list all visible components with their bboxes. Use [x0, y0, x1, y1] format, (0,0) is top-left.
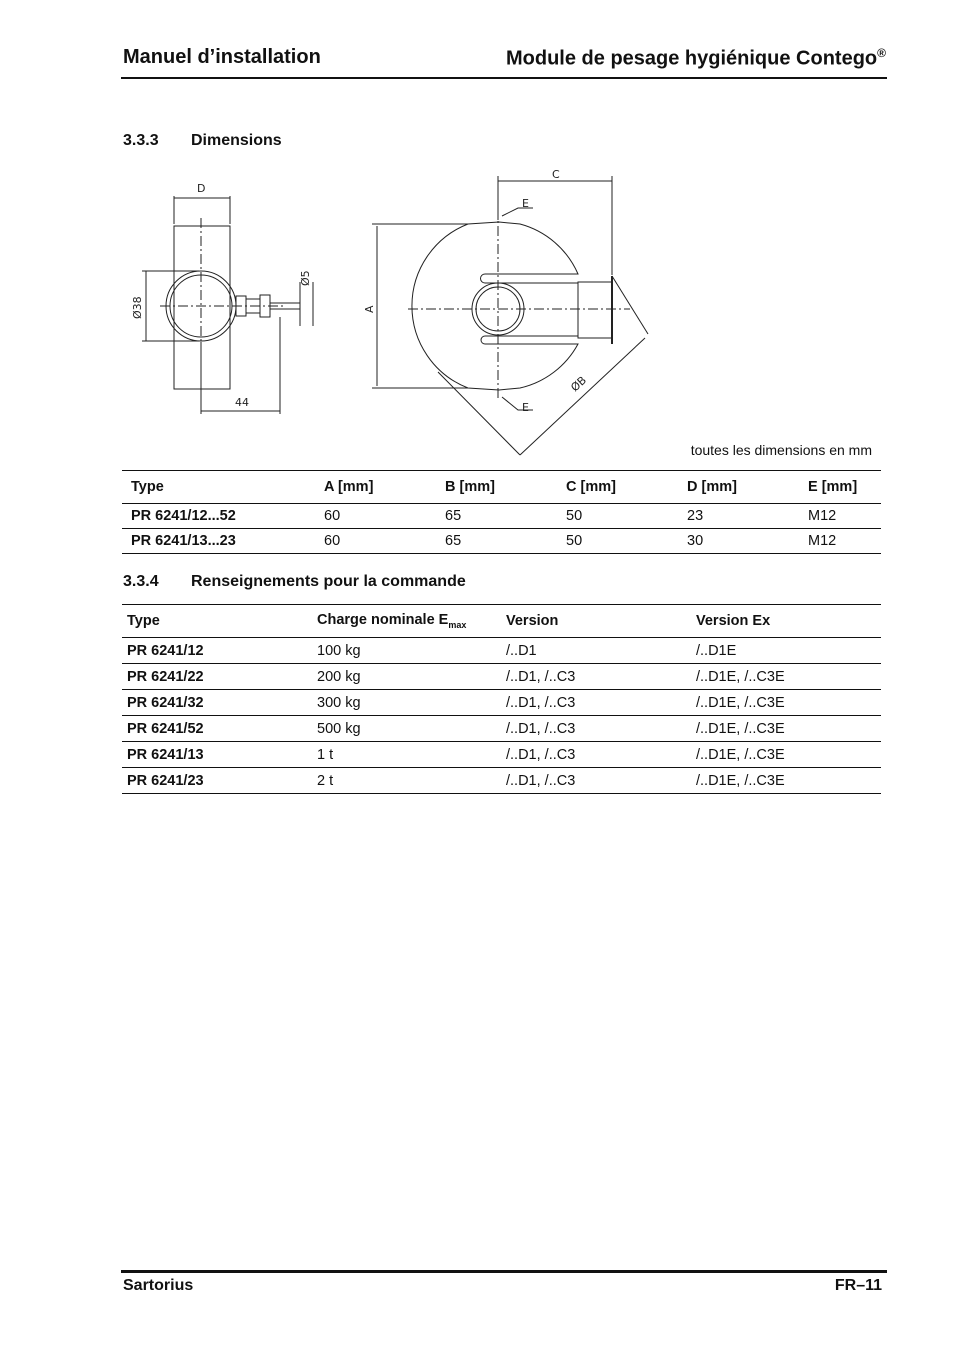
table-cell: 500 kg: [317, 720, 361, 737]
label-e-bottom: E: [522, 401, 529, 414]
table-cell: 2 t: [317, 772, 334, 789]
header-title-left: Manuel d’installation: [123, 46, 321, 68]
table-row: [122, 768, 881, 794]
footer-rule: [121, 1270, 887, 1273]
table-cell: /..D1E, /..C3E: [696, 720, 785, 737]
table-cell: PR 6241/13...23: [131, 533, 236, 549]
registered-mark: ®: [877, 46, 886, 60]
table-cell: /..D1, /..C3: [506, 746, 576, 763]
table-cell: 60: [324, 533, 341, 549]
table-cell: 30: [687, 533, 704, 549]
table-cell: 23: [687, 508, 704, 524]
label-d: D: [197, 182, 206, 195]
header-cell: Version Ex: [696, 613, 771, 629]
label-e-top: E: [522, 197, 529, 210]
order-table: [122, 604, 881, 794]
table-row: [122, 529, 881, 554]
table-cell: 60: [324, 508, 341, 524]
header-cell: Type: [131, 479, 164, 495]
table-cell: M12: [808, 533, 837, 549]
header-cell: C [mm]: [566, 479, 616, 495]
header-cell: A [mm]: [324, 479, 374, 495]
table-cell: /..D1, /..C3: [506, 668, 576, 685]
label-44: 44: [235, 396, 249, 409]
table-cell: 100 kg: [317, 642, 361, 659]
table-cell: PR 6241/52: [127, 720, 204, 737]
label-dia38: Ø38: [131, 296, 144, 319]
header-cell-charge: [312, 605, 501, 638]
table-cell: /..D1E, /..C3E: [696, 694, 785, 711]
side-view-body: [174, 226, 230, 389]
header-subscript: max: [448, 619, 467, 630]
page-number: FR–11: [834, 1277, 882, 1294]
table-row: [122, 504, 881, 529]
table-row: [122, 664, 881, 690]
header-title-right-text: Module de pesage hygiénique Contego: [506, 47, 878, 70]
table-row: [122, 742, 881, 768]
header-cell: Version: [506, 613, 559, 629]
header-cell: E [mm]: [808, 479, 858, 495]
table-cell: PR 6241/23: [127, 772, 204, 789]
table-cell: /..D1E: [696, 642, 737, 659]
units-note: toutes les dimensions en mm: [690, 442, 872, 458]
header-cell: Type: [127, 613, 160, 629]
table-cell: 65: [445, 508, 462, 524]
section-number: 3.3.4: [123, 573, 159, 590]
table-cell: M12: [808, 508, 837, 524]
table-cell: 50: [566, 508, 583, 524]
table-cell: 50: [566, 533, 583, 549]
table-row: [122, 638, 881, 664]
dimension-drawing: [0, 0, 954, 470]
front-view-outline: [412, 222, 578, 390]
table-cell: /..D1: [506, 642, 537, 659]
table-cell: /..D1, /..C3: [506, 694, 576, 711]
table-cell: 200 kg: [317, 668, 361, 685]
header-cell-text: Charge nominale E: [317, 612, 449, 629]
table-cell: 1 t: [317, 746, 334, 763]
section-title: Renseignements pour la commande: [191, 573, 466, 590]
table-cell: PR 6241/32: [127, 694, 204, 711]
dimensions-table: [122, 470, 881, 554]
table-cell: /..D1E, /..C3E: [696, 668, 785, 685]
table-cell: PR 6241/13: [127, 746, 204, 763]
table-cell: /..D1, /..C3: [506, 720, 576, 737]
footer-brand: Sartorius: [123, 1277, 194, 1294]
table-cell: /..D1E, /..C3E: [696, 772, 785, 789]
header-cell: B [mm]: [445, 479, 495, 495]
section-number: 3.3.3: [123, 132, 159, 149]
table-row: [122, 716, 881, 742]
table-header-row: [122, 605, 881, 638]
section-heading-order: [123, 573, 466, 591]
table-cell: /..D1, /..C3: [506, 772, 576, 789]
table-row: [122, 690, 881, 716]
table-cell: PR 6241/22: [127, 668, 204, 685]
label-b: ØB: [568, 373, 590, 395]
label-c: C: [552, 168, 560, 181]
label-dia5: Ø5: [299, 270, 312, 286]
header-cell: D [mm]: [687, 479, 737, 495]
front-view-connector: [578, 282, 612, 338]
table-header-row: [122, 471, 881, 504]
table-cell: 300 kg: [317, 694, 361, 711]
table-cell: PR 6241/12: [127, 642, 204, 659]
label-a: A: [363, 305, 376, 313]
section-title: Dimensions: [191, 132, 282, 149]
table-cell: PR 6241/12...52: [131, 508, 236, 524]
table-cell: /..D1E, /..C3E: [696, 746, 785, 763]
table-cell: 65: [445, 533, 462, 549]
